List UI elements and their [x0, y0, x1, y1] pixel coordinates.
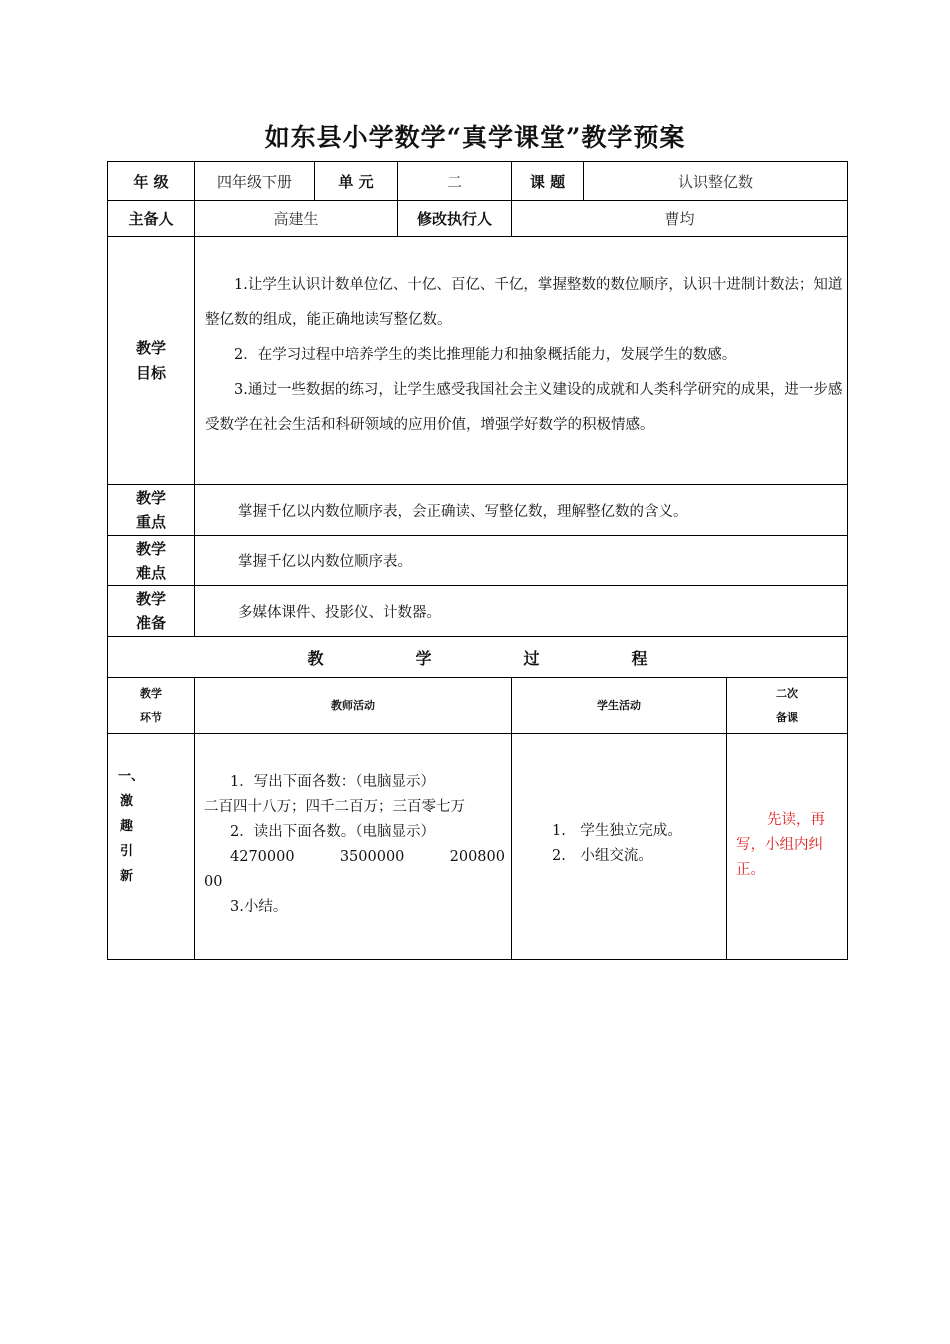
- stage-1-name: 一、 激 趣 引 新: [118, 769, 145, 884]
- objective-2: 2．在学习过程中培养学生的类比推理能力和抽象概括能力，发展学生的数感。: [234, 347, 737, 363]
- objective-1: 1.让学生认识计数单位亿、十亿、百亿、千亿，掌握整数的数位顺序，认识十进制计数法；知道整亿数的组成，能正确地读写整亿数。: [205, 277, 843, 328]
- grade-value: 四年级下册: [194, 162, 314, 200]
- teacher-line-1: 1．写出下面各数：（电脑显示）: [230, 774, 435, 790]
- preparer-label: 主备人: [128, 210, 174, 228]
- difficulties-text: 掌握千亿以内数位顺序表。: [194, 536, 847, 585]
- col-stage-header: 教学 环节: [140, 686, 162, 724]
- preparer-value: 高建生: [194, 201, 397, 236]
- col-second-prep-header: 二次 备课: [726, 678, 847, 733]
- unit-value: 二: [397, 162, 511, 200]
- teacher-numbers: 4270000 3500000 200800: [230, 849, 505, 865]
- key-points-label: 教学 重点: [135, 489, 166, 531]
- objectives-content: [194, 237, 847, 484]
- objectives-row: [108, 236, 847, 484]
- teacher-line-5: 3.小结。: [230, 899, 288, 915]
- process-header-row: [108, 677, 847, 733]
- stage-1-student-activity: [511, 734, 726, 959]
- teacher-line-2: 二百四十八万；四千二百万；三百零七万: [204, 799, 465, 815]
- difficulties-row: [108, 535, 847, 585]
- student-item-1: 1. 学生独立完成。: [552, 823, 682, 839]
- col-teacher-header: 教师活动: [194, 678, 511, 733]
- stage-1-teacher-activity: 1．写出下面各数：（电脑显示） 二百四十八万；四千二百万；三百零七万 2．读出下面各数。（电脑显示） 4270000 3500000 200800 00 3.小结。: [194, 734, 511, 959]
- stage-1-second-prep: 先读，再写，小组内纠正。: [726, 734, 847, 959]
- page-title: 如东县小学数学“真学课堂”教学预案: [264, 123, 686, 152]
- difficulties-label: 教学 难点: [135, 539, 166, 582]
- editor-label: 修改执行人: [397, 201, 511, 236]
- objective-3: 3.通过一些数据的练习，让学生感受我国社会主义建设的成就和人类科学研究的成果，进一步感受数学在社会生活和科研领域的应用价值，增强学好数学的积极情感。: [205, 382, 843, 433]
- key-points-text: 掌握千亿以内数位顺序表，会正确读、写整亿数，理解整亿数的含义。: [194, 485, 847, 535]
- col-student-header: 学生活动: [511, 678, 726, 733]
- preparation-label: 教学 准备: [135, 590, 166, 632]
- teacher-line-3: 2．读出下面各数。（电脑显示）: [230, 824, 435, 840]
- stage-1-row: [108, 733, 847, 959]
- key-points-row: [108, 484, 847, 535]
- preparation-row: [108, 585, 847, 636]
- preparation-text: 多媒体课件、投影仪、计数器。: [194, 586, 847, 636]
- editor-value: 曹均: [511, 201, 847, 236]
- lesson-plan-table: [107, 161, 848, 960]
- grade-label: 年 级: [133, 172, 169, 191]
- unit-label: 单 元: [314, 162, 397, 200]
- objectives-label: 教学 目标: [135, 338, 166, 382]
- process-title: 教 学 过 程: [307, 648, 648, 668]
- header-row-1: [108, 162, 847, 200]
- topic-label: 课 题: [511, 162, 583, 200]
- student-item-2: 2. 小组交流。: [552, 848, 653, 864]
- process-title-row: [108, 636, 847, 677]
- topic-value: 认识整亿数: [583, 162, 847, 200]
- header-row-2: [108, 200, 847, 236]
